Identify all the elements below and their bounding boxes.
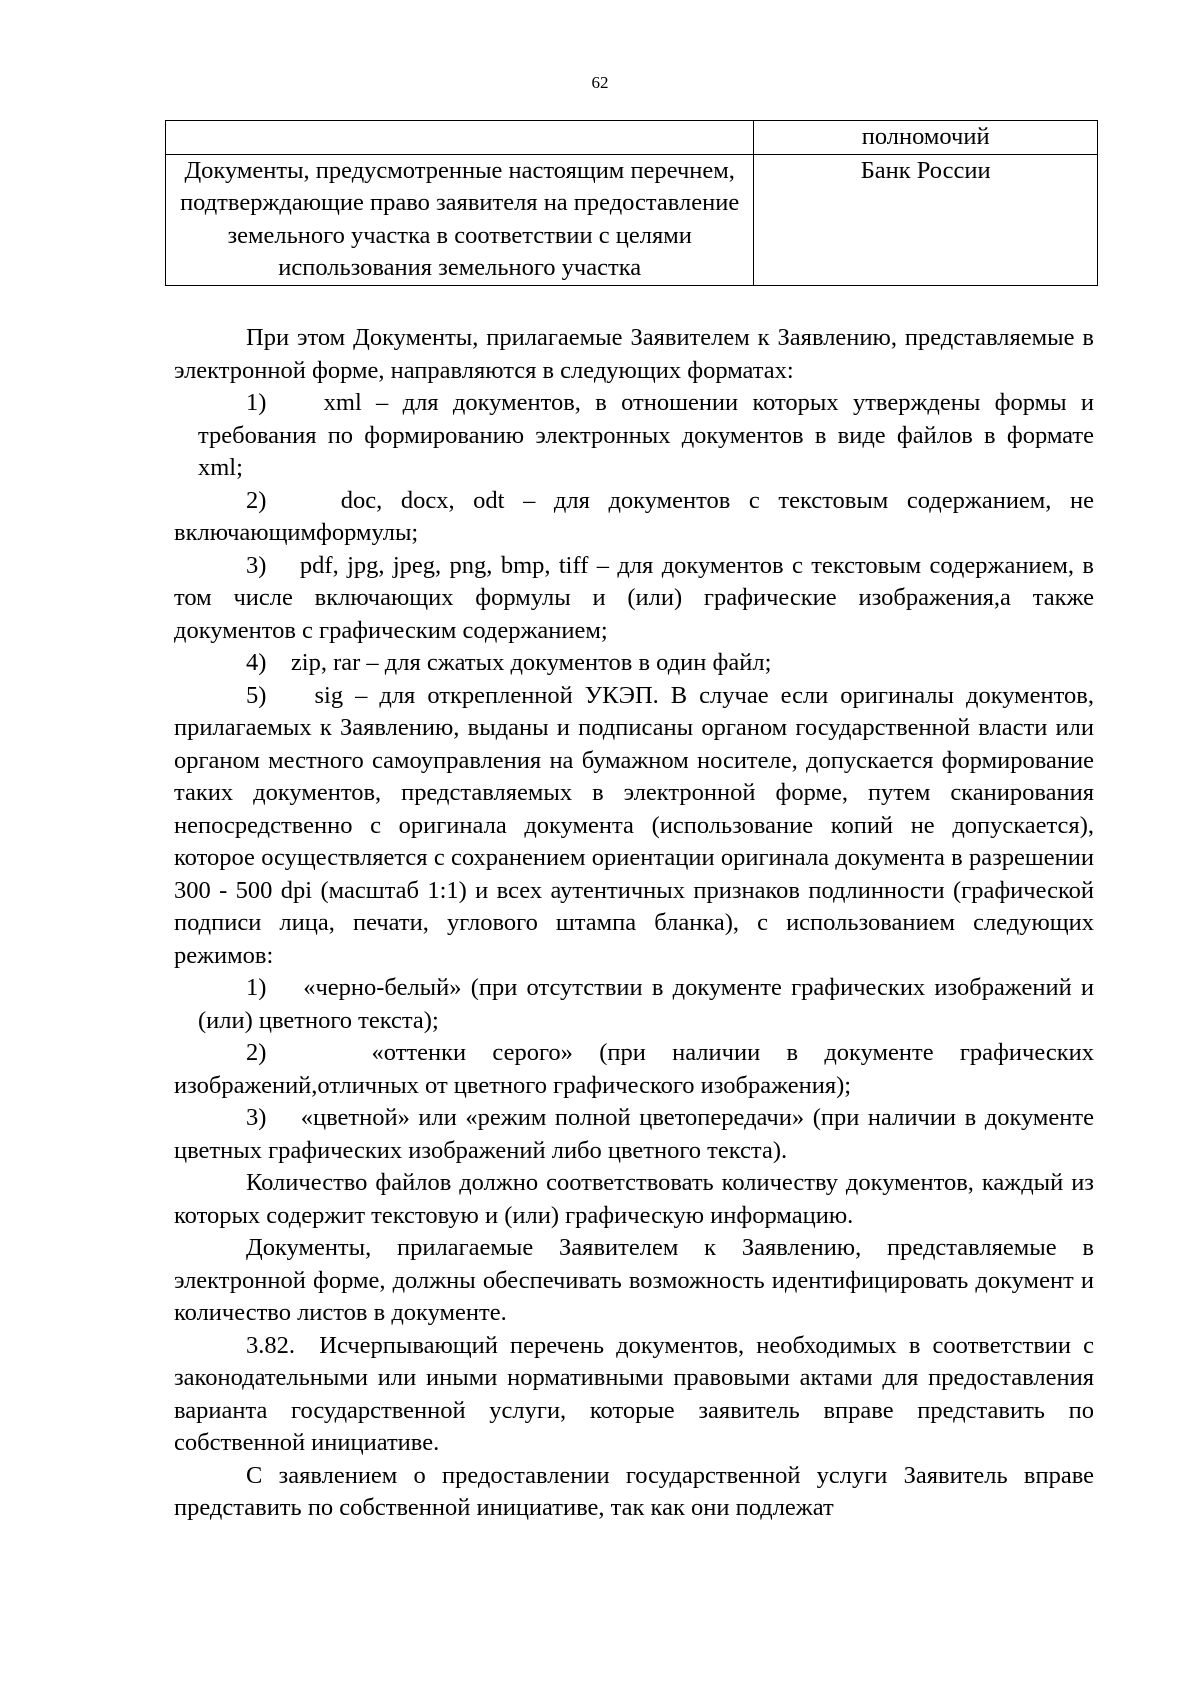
- list-item-zip: 4) zip, rar – для сжатых документов в один файл;: [246, 649, 772, 676]
- table-row: [166, 121, 1098, 155]
- list-item-sig: 5) sig – для открепленной УКЭП. В случае если оригиналы документов, прилагаемых к Заявлению, выданы и подписаны органом государственной власти или органом местного самоуправления на бумажном носителе, допускается формирование таких документов, представляемых в электронной форме, путем сканирования непосредственно с оригинала документа (использование копий не допускается), которое осуществляется с сохранением ориентации оригинала документа в разрешении 300 - 500 dpi (масштаб 1:1) и всех аутентичных признаков подлинности (графической подписи лица, печати, углового штампа бланка), с использованием следующих режимов:: [174, 681, 1094, 969]
- paragraph-intro: При этом Документы, прилагаемые Заявителем к Заявлению, представляемые в электронной форме, направляются в следующих форматах:: [174, 324, 1094, 384]
- list-item-doc: 2) doc, docx, odt – для документов с текстовым содержанием, не включающимформулы;: [174, 486, 1094, 546]
- list-item-xml: 1) xml – для документов, в отношении которых утверждены формы и требования по формированию электронных документов в виде файлов в формате xml;: [198, 389, 1094, 481]
- list-item-grayscale: 2) «оттенки серого» (при наличии в документе графических изображений,отличных от цветного графического изображения);: [174, 1039, 1094, 1099]
- paragraph-file-count: Количество файлов должно соответствовать количеству документов, каждый из которых содержит текстовую и (или) графическую информацию.: [174, 1169, 1094, 1229]
- documents-table: [165, 120, 1098, 286]
- table-row: [166, 154, 1098, 285]
- list-item-color: 3) «цветной» или «режим полной цветопередачи» (при наличии в документе цветных графических изображений либо цветного текста).: [174, 1104, 1094, 1164]
- paragraph-section-3-82: 3.82. Исчерпывающий перечень документов, необходимых в соответствии с законодательными или иными нормативными правовыми актами для предоставления варианта государственной услуги, которые заявитель вправе представить по собственной инициативе.: [174, 1331, 1094, 1456]
- list-item-pdf: 3) pdf, jpg, jpeg, png, bmp, tiff – для документов с текстовым содержанием, в том числе включающих формулы и (или) графические изображения,а также документов с графическим содержанием;: [174, 551, 1094, 644]
- table-cell-authority: Банк России: [754, 154, 1098, 285]
- paragraph-identification: Документы, прилагаемые Заявителем к Заявлению, представляемые в электронной форме, должны обеспечивать возможность идентифицировать документ и количество листов в документе.: [174, 1234, 1094, 1326]
- paragraph-initiative: С заявлением о предоставлении государственной услуги Заявитель вправе представить по собственной инициативе, так как они подлежат: [174, 1461, 1094, 1521]
- document-body: [174, 322, 1094, 1525]
- table-cell-header-left: [166, 121, 754, 155]
- page-number: 62: [591, 73, 609, 92]
- table-cell-header-right: полномочий: [754, 121, 1098, 155]
- list-item-black-white: 1) «черно-белый» (при отсутствии в документе графических изображений и (или) цветного текста);: [198, 974, 1094, 1034]
- table-cell-documents: Документы, предусмотренные настоящим перечнем, подтверждающие право заявителя на предоставление земельного участка в соответствии с целями использования земельного участка: [166, 154, 754, 285]
